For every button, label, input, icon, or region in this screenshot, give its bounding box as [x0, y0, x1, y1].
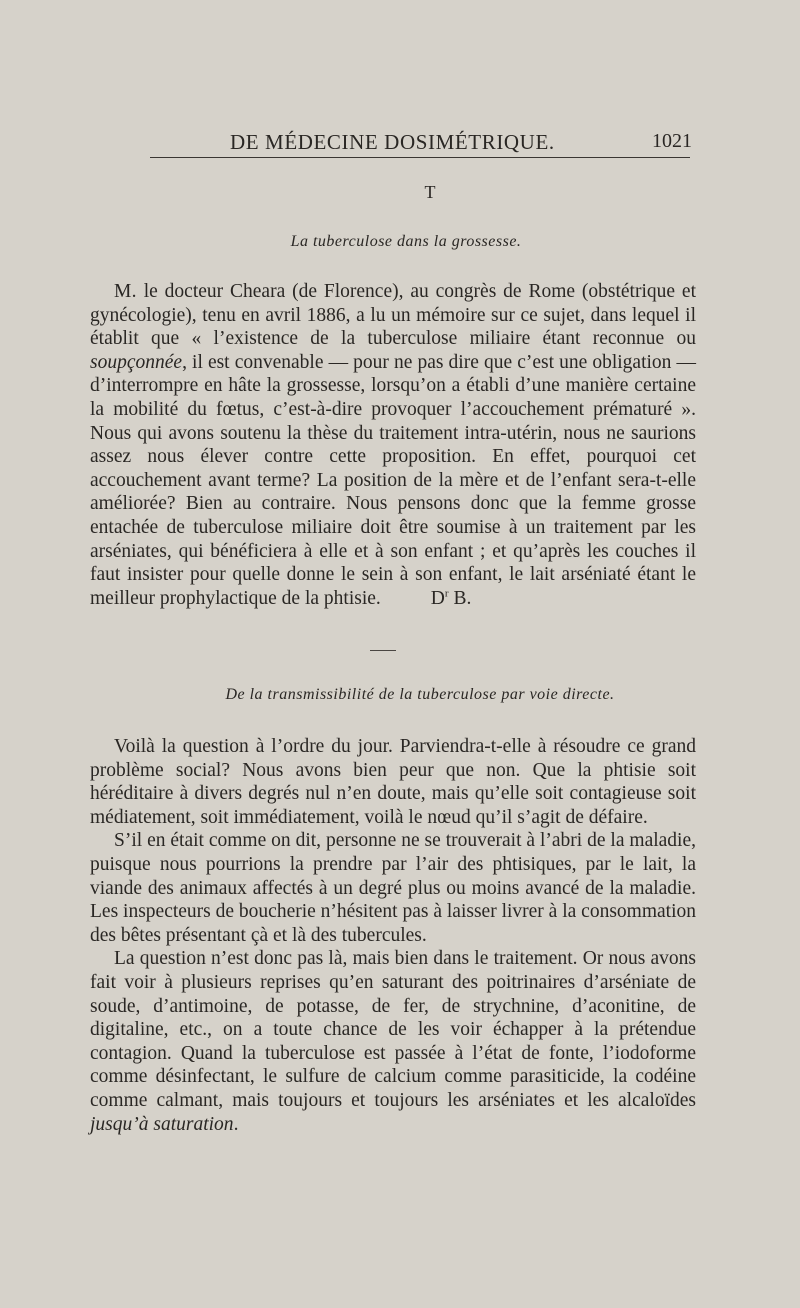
article-1-body	[90, 280, 696, 610]
article-2-paragraph-3	[90, 947, 696, 1136]
article-2-title-text: De la transmissibilité de la tuberculose par voie directe.	[225, 686, 615, 703]
section-divider	[370, 650, 396, 651]
section-letter-text: T	[424, 182, 436, 202]
article-2-paragraph-3-text: La question n’est donc pas là, mais bien dans le traitement. Or nous avons fait voir à plusieurs reprises qu’en saturant des poitrinaires d’arséniate de soude, d’antimoine, de potasse, de fer, de strychnine, d’aconitine, de digitaline, etc., on a toute chance de les voir échapper à la prétendue contagion. Quand la tuberculose est passée à l’état de fonte, l’iodoforme comme désinfectant, le sulfure de calcium comme parasiticide, la codéine comme calmant, mais toujours et toujours les arséniates et les alcaloïdes	[90, 948, 696, 1111]
article-2-paragraph-2: S’il en était comme on dit, personne ne se trouverait à l’abri de la maladie, puisque nous pourrions la prendre par l’air des phtisiques, par le lait, la viande des animaux affectés à un degré plus ou moins avancé de la maladie. Les inspecteurs de boucherie n’hésitent pas à laisser livrer à la consommation des bêtes présentant çà et là des tubercules.	[90, 830, 696, 946]
article-1-text-2: , il est convenable — pour ne pas dire que c’est une obligation — d’interrompre en hâte la grossesse, lorsqu’on a établi d’une manière certaine la mobilité du fœtus, c’est-à-dire provoquer l’accouchement prématuré ». Nous qui avons soutenu la thèse du traitement intra-utérin, nous ne saurions assez nous élever contre cette proposition. En effet, pourquoi cet accouchement avant terme? La position de la mère et de l’enfant sera-t-elle améliorée? Bien au contraire. Nous pensons donc que la femme grosse entachée de tuberculose miliaire doit être soumise à un traitement par les arséniates, qui bénéficiera à elle et à son enfant ; et qu’après les couches il faut insister pour quelle donne le sein à son enfant, le lait arséniaté étant le meilleur prophylactique de la phtisie.	[90, 351, 696, 609]
signature-sup: r	[444, 587, 449, 600]
running-header	[0, 130, 800, 160]
section-letter	[0, 182, 800, 203]
running-title: DE MÉDECINE DOSIMÉTRIQUE.	[230, 130, 555, 154]
article-1-title-text: La tuberculose dans la grossesse.	[290, 233, 522, 250]
article-1-italic-1: soupçonnée	[90, 351, 183, 373]
article-1-text-1: le docteur Cheara (de Florence), au congrès de Rome (obstétrique et gynécologie), tenu en avril 1886, a lu un mémoire sur ce sujet, dans lequel il établit que « l’existence de la tuberculose miliaire étant reconnue ou	[90, 281, 696, 350]
article-2-title	[0, 686, 800, 704]
article-2-paragraph-1: Voilà la question à l’ordre du jour. Parviendra-t-elle à résoudre ce grand problème social? Nous avons bien peur que non. Que la phtisie soit héréditaire à divers degrés nul n’en doute, mais qu’elle soit contagieuse soit médiatement, soit immédiatement, voilà le nœud qu’il s’agit de défaire.	[90, 736, 696, 828]
article-1-signature	[381, 587, 472, 611]
article-2-body	[90, 735, 696, 1136]
signature-prefix: D	[430, 587, 445, 609]
article-2-paragraph-3-italic: jusqu’à saturation	[90, 1113, 234, 1135]
page-number: 1021	[652, 130, 692, 152]
article-1-paragraph	[90, 280, 696, 610]
article-1-title	[0, 233, 800, 251]
article-1-lead: M.	[114, 281, 137, 302]
header-rule	[150, 157, 690, 158]
signature-suffix: B.	[448, 587, 472, 609]
article-2-paragraph-3-end: .	[233, 1113, 239, 1135]
